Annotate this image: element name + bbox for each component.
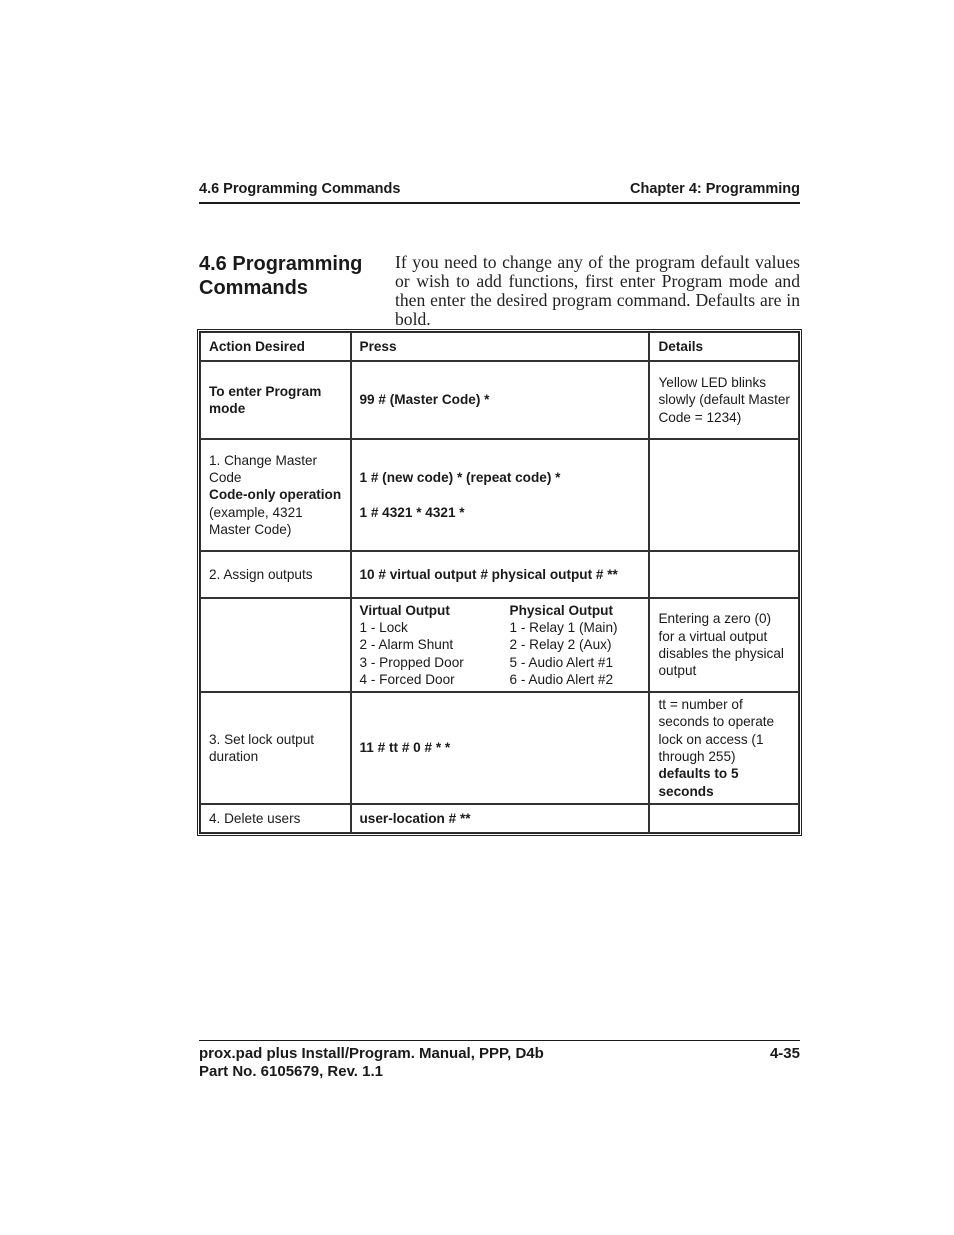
- header-details: Details: [649, 332, 799, 361]
- header-chapter: Chapter 4: Programming: [630, 181, 800, 197]
- header-press: Press: [351, 332, 650, 361]
- programming-commands-table: [199, 331, 800, 834]
- press-cell: user-location # **: [351, 804, 650, 833]
- footer-manual-title: prox.pad plus Install/Program. Manual, PPP, D4b: [199, 1045, 544, 1062]
- footer-part-number: Part No. 6105679, Rev. 1.1: [199, 1063, 383, 1080]
- intro-paragraph: If you need to change any of the program default values or wish to add functions, first enter Program mode and then enter the desired program command. Defaults are in bold.: [395, 252, 800, 329]
- output-mapping: [360, 602, 641, 688]
- details-cell: [649, 804, 799, 833]
- header-action: Action Desired: [200, 332, 351, 361]
- action-cell: 3. Set lock output duration: [200, 692, 351, 804]
- page-footer: [199, 1040, 800, 1081]
- table-row: [200, 439, 799, 551]
- table-row: [200, 692, 799, 804]
- press-cell: 11 # tt # 0 # * *: [351, 692, 650, 804]
- press-cell: 99 # (Master Code) *: [351, 361, 650, 439]
- action-cell: 1. Change Master Code Code-only operation (example, 4321 Master Code): [200, 439, 351, 551]
- action-cell: 2. Assign outputs: [200, 551, 351, 598]
- action-cell: 4. Delete users: [200, 804, 351, 833]
- table-row: [200, 361, 799, 439]
- table-row: [200, 598, 799, 692]
- page-number: 4-35: [769, 1045, 800, 1062]
- table-row: [200, 551, 799, 598]
- running-header: [199, 180, 800, 204]
- header-section: 4.6 Programming Commands: [199, 181, 401, 197]
- table-row: [200, 804, 799, 833]
- action-cell: [200, 598, 351, 692]
- virtual-output-list: Virtual Output 1 - Lock 2 - Alarm Shunt 3 - Propped Door 4 - Forced Door: [359, 602, 464, 687]
- physical-output-list: Physical Output 1 - Relay 1 (Main) 2 - Relay 2 (Aux) 5 - Audio Alert #1 6 - Audio Alert #2: [509, 602, 618, 687]
- details-cell: tt = number of seconds to operate lock on access (1 through 255) defaults to 5 seconds: [649, 692, 799, 804]
- details-cell: Entering a zero (0) for a virtual output disables the physical output: [649, 598, 799, 692]
- press-cell: 10 # virtual output # physical output # **: [351, 551, 650, 598]
- section-title: 4.6 Programming Commands: [199, 253, 363, 299]
- details-cell: Yellow LED blinks slowly (default Master Code = 1234): [649, 361, 799, 439]
- table-header-row: [200, 332, 799, 361]
- press-cell: 1 # (new code) * (repeat code) * 1 # 4321 * 4321 *: [351, 439, 650, 551]
- details-cell: [649, 551, 799, 598]
- press-cell: [351, 598, 650, 692]
- action-cell: To enter Program mode: [200, 361, 351, 439]
- details-cell: [649, 439, 799, 551]
